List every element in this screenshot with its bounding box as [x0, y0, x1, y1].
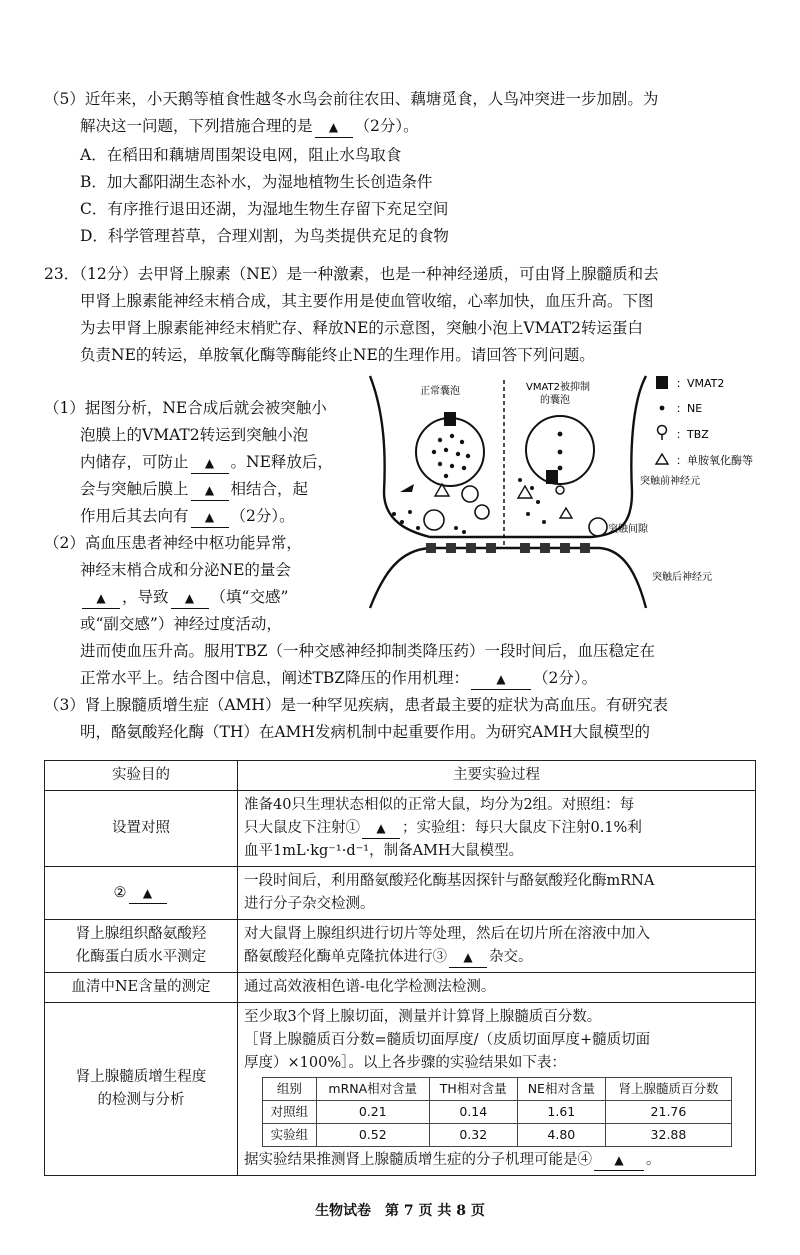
process-line: 一段时间后，利用酪氨酸羟化酶基因探针与酪氨酸羟化酶mRNA — [244, 873, 655, 889]
q23-p2-blank3[interactable] — [471, 668, 531, 690]
row-purpose — [45, 867, 238, 920]
row-process — [238, 920, 756, 973]
q23-p2-line3 — [80, 584, 288, 611]
legend-tbz: ：TBZ — [676, 428, 709, 441]
results-cell: 4.80 — [517, 1124, 605, 1147]
table-header-process: 主要实验过程 — [238, 761, 756, 791]
results-cell: 0.21 — [316, 1101, 429, 1124]
blank-triangle-icon: ▲ — [614, 1153, 624, 1167]
q23-p1-text: 内储存，可防止 — [80, 453, 189, 471]
q5-stem-line2 — [80, 113, 419, 140]
q5-option-c: C．有序推行退田还湖，为湿地生物生存留下充足空间 — [80, 200, 449, 218]
results-table — [262, 1077, 732, 1147]
triangle-legend-icon — [656, 454, 668, 464]
q23-p2-line1: （2）高血压患者神经中枢功能异常， — [44, 534, 302, 552]
blank-triangle-icon: ▲ — [96, 591, 106, 605]
q23-p2-text: （填“交感” — [210, 588, 289, 606]
purpose-line: 肾上腺髓质增生程度 — [75, 1069, 207, 1085]
process-line — [244, 946, 749, 969]
blank-triangle-icon: ▲ — [463, 950, 473, 964]
q23-intro-line4: 负责NE的转运，单胺氧化酶等酶能终止NE的生理作用。请回答下列问题。 — [80, 346, 595, 364]
q23-p2-text: （2分）。 — [533, 669, 598, 687]
process-line: 血平1mL·kg⁻¹·d⁻¹，制备AMH大鼠模型。 — [244, 843, 524, 859]
process-line: ［肾上腺髓质百分数=髓质切面厚度/（皮质切面厚度+髓质切面 — [244, 1032, 651, 1048]
process-line: 通过高效液相色谱-电化学检测法检测。 — [244, 979, 496, 995]
q23-p2-line2: 神经末梢合成和分泌NE的量会 — [80, 561, 291, 579]
blank-triangle-icon: ▲ — [184, 591, 195, 605]
legend-mao: ：单胺氧化酶等 — [676, 454, 753, 467]
table-blank-3[interactable] — [449, 947, 487, 968]
vmat2-transporter-normal — [444, 412, 456, 426]
row-process — [238, 1003, 756, 1176]
blank-triangle-icon: ▲ — [204, 483, 215, 497]
q23-p1-line3 — [80, 449, 333, 476]
table-row — [45, 973, 756, 1003]
row-purpose: 血清中NE含量的测定 — [45, 973, 238, 1003]
q23-p2-text: 正常水平上。结合图中信息，阐述TBZ降压的作用机理： — [80, 669, 470, 687]
ne-legend-icon — [660, 406, 665, 411]
table-row — [45, 867, 756, 920]
row-purpose — [45, 1003, 238, 1176]
q5-option-b: B．加大鄱阳湖生态补水，为湿地植物生长创造条件 — [80, 173, 433, 191]
synapse-diagram — [360, 372, 780, 612]
purpose-line: 化酶蛋白质水平测定 — [75, 949, 207, 965]
q23-intro-line2: 甲肾上腺素能神经末梢合成，其主要作用是使血管收缩，心率加快，血压升高。下图 — [80, 292, 654, 310]
legend-vmat2: ：VMAT2 — [676, 377, 725, 390]
process-text: 只大鼠皮下注射① — [244, 820, 360, 836]
label-cleft: 突触间隙 — [608, 524, 648, 535]
process-line: 据实验结果推测肾上腺髓质增生症的分子机理可能是④ ▲ 。 — [244, 1149, 749, 1172]
results-row-control — [263, 1101, 732, 1124]
postsynaptic-membrane — [370, 548, 646, 608]
q23-p3-line1: （3）肾上腺髓质增生症（AMH）是一种罕见疾病，患者最主要的症状为高血压。有研究表 — [44, 696, 668, 714]
table-blank-1[interactable] — [362, 818, 400, 839]
process-line: 至少取3个肾上腺切面，测量并计算肾上腺髓质百分数。 — [244, 1009, 602, 1025]
table-row — [45, 1003, 756, 1176]
results-header: mRNA相对含量 — [316, 1078, 429, 1101]
q5-option-d: D．科学管理苔草，合理刈割，为鸟类提供充足的食物 — [80, 227, 449, 245]
results-header: 肾上腺髓质百分数 — [605, 1078, 731, 1101]
row-process — [238, 867, 756, 920]
results-cell: 32.88 — [605, 1124, 731, 1147]
process-text: ；实验组：每只大鼠皮下注射0.1%利 — [402, 820, 642, 836]
label-normal-vesicle: 正常囊泡 — [420, 386, 460, 397]
results-header: TH相对含量 — [429, 1078, 517, 1101]
blank-triangle-icon: ▲ — [328, 120, 339, 134]
q23-p1-blank1[interactable] — [191, 452, 229, 474]
q23-p2-text: ，导致 — [122, 588, 169, 606]
label-postsynaptic: 突触后神经元 — [652, 572, 712, 583]
row-purpose: 设置对照 — [45, 791, 238, 867]
blank-triangle-icon: ▲ — [204, 456, 215, 470]
page-footer: 生物试卷 第 7 页 共 8 页 — [315, 1203, 485, 1219]
q5-answer-blank[interactable] — [315, 116, 353, 138]
results-cell: 实验组 — [263, 1124, 317, 1147]
experiment-table — [44, 760, 756, 1176]
table-blank-2[interactable] — [129, 883, 167, 904]
q23-p1-text: （2分）。 — [230, 507, 295, 525]
normal-vesicle — [416, 418, 484, 486]
process-line: 进行分子杂交检测。 — [244, 896, 375, 912]
q23-intro-line1: 23．（12分）去甲肾上腺素（NE）是一种激素，也是一种神经递质，可由肾上腺髓质和去 — [44, 265, 659, 283]
blank-triangle-icon: ▲ — [496, 672, 506, 686]
results-cell: 0.32 — [429, 1124, 517, 1147]
q23-p1-text: 作用后其去向有 — [80, 507, 189, 525]
row-process — [238, 973, 756, 1003]
blank-triangle-icon: ▲ — [142, 885, 153, 900]
table-blank-4[interactable] — [594, 1150, 644, 1171]
q23-p2-blank1[interactable] — [82, 587, 120, 609]
results-cell: 0.52 — [316, 1124, 429, 1147]
q23-p3-line2: 明，酪氨酸羟化酶（TH）在AMH发病机制中起重要作用。为研究AMH大鼠模型的 — [80, 723, 651, 741]
q23-p1-blank3[interactable] — [191, 506, 229, 528]
process-line — [244, 817, 749, 840]
results-row-experiment — [263, 1124, 732, 1147]
label-presynaptic: 突触前神经元 — [640, 476, 700, 487]
legend-ne: ：NE — [676, 402, 703, 415]
purpose-text: ② — [113, 884, 127, 901]
vmat2-transporter-inhibited — [546, 470, 558, 484]
table-header-purpose: 实验目的 — [45, 761, 238, 791]
q5-points: （2分）。 — [354, 117, 419, 135]
q23-p1-text: 。NE释放后， — [230, 453, 333, 471]
label-inhibited-1: VMAT2被抑制 — [526, 382, 591, 393]
q23-intro-line3: 为去甲肾上腺素能神经末梢贮存、释放NE的示意图，突触小泡上VMAT2转运蛋白 — [80, 319, 643, 337]
q23-p1-line1: （1）据图分析，NE合成后就会被突触小 — [44, 399, 327, 417]
q5-stem-line1: （5）近年来，小天鹅等植食性越冬水鸟会前往农田、藕塘觅食，人鸟冲突进一步加剧。为 — [44, 90, 659, 108]
q23-p2-line6 — [80, 665, 597, 692]
results-header: 组别 — [263, 1078, 317, 1101]
q5-option-a: A．在稻田和藕塘周围架设电网，阻止水鸟取食 — [80, 146, 402, 164]
q5-stem-text: 解决这一问题，下列措施合理的是 — [80, 117, 313, 135]
process-line: 对大鼠肾上腺组织进行切片等处理，然后在切片所在溶液中加入 — [244, 926, 650, 942]
ne-dots-normal — [432, 434, 470, 478]
process-line: 准备40只生理状态相似的正常大鼠，均分为2组。对照组：每 — [244, 797, 635, 813]
results-cell: 对照组 — [263, 1101, 317, 1124]
results-cell: 21.76 — [605, 1101, 731, 1124]
vmat2-legend-icon — [656, 376, 668, 389]
process-text: 杂交。 — [489, 949, 533, 965]
label-inhibited-2: 的囊泡 — [540, 395, 570, 406]
q23-p1-line4 — [80, 476, 308, 503]
process-text: 酪氨酸羟化酶单克隆抗体进行③ — [244, 949, 447, 965]
purpose-line: 肾上腺组织酪氨酸羟 — [75, 926, 207, 942]
results-header: NE相对含量 — [517, 1078, 605, 1101]
row-purpose — [45, 920, 238, 973]
table-row — [45, 791, 756, 867]
q23-p1-text: 会与突触后膜上 — [80, 480, 189, 498]
process-line: 厚度）×100%］。以上各步骤的实验结果如下表： — [244, 1055, 566, 1071]
q23-p2-line5: 进而使血压升高。服用TBZ（一种交感神经抑制类降压药）一段时间后，血压稳定在 — [80, 642, 656, 660]
blank-triangle-icon: ▲ — [204, 510, 215, 524]
q23-p1-text: 相结合，起 — [230, 480, 309, 498]
q23-p1-blank2[interactable] — [191, 479, 229, 501]
purpose-line: 的检测与分析 — [97, 1092, 185, 1108]
legend — [656, 376, 753, 467]
results-cell: 0.14 — [429, 1101, 517, 1124]
q23-p2-blank2[interactable] — [171, 587, 209, 609]
row-process — [238, 791, 756, 867]
q23-p1-line5 — [80, 503, 295, 530]
q23-p2-line4: 或“副交感”）神经过度活动， — [80, 615, 282, 633]
q23-p1-line2: 泡膜上的VMAT2转运到突触小泡 — [80, 426, 309, 444]
process-text: 据实验结果推测肾上腺髓质增生症的分子机理可能是④ — [244, 1152, 592, 1168]
blank-triangle-icon: ▲ — [376, 821, 386, 835]
results-cell: 1.61 — [517, 1101, 605, 1124]
tbz-legend-icon — [658, 426, 667, 435]
table-row — [45, 920, 756, 973]
